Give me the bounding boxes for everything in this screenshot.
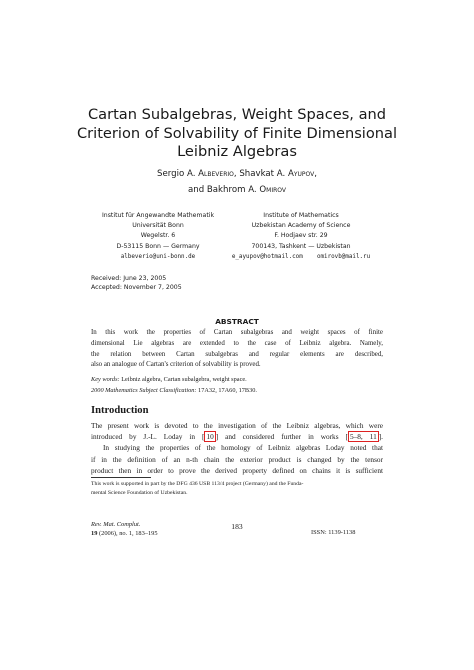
author-1-last: Albeverio <box>198 169 234 179</box>
intro-line-2-mid: and considered further in works <box>225 432 339 442</box>
affil-right-emails <box>231 252 371 262</box>
affil-left-line4: D-53115 Bonn — Germany <box>116 242 200 250</box>
affil-right-email-1[interactable]: e_ayupov@hotmail.com <box>231 253 303 260</box>
intro-line-3: In studying the properties of the homology of Leibniz algebras Loday noted that <box>103 443 383 453</box>
msc-label: 2000 Mathematics Subject Classification: <box>91 386 197 394</box>
citation-link-10[interactable]: 10 <box>206 432 214 442</box>
introduction-body <box>91 420 383 476</box>
affiliation-left <box>78 211 238 262</box>
abstract-line-2: dimensional Lie algebras are extended to the case of Leibniz algebra. Namely, <box>91 339 383 347</box>
citation-link-5-8-11[interactable]: 5–8, 11 <box>349 432 377 442</box>
accepted-date: Accepted: November 7, 2005 <box>91 283 182 291</box>
received-date: Received: June 23, 2005 <box>91 275 167 282</box>
page-number: 183 <box>231 522 243 531</box>
issn: ISSN: 1139-1138 <box>311 529 356 536</box>
authors-line-2 <box>60 185 414 195</box>
author-2-last: Ayupov <box>287 169 315 179</box>
intro-line-5: product then in order to prove the derived property defined on chains it is sufficient <box>91 465 383 475</box>
title-line-2: Criterion of Solvability of Finite Dimensional <box>76 124 398 142</box>
abstract-line-1: In this work the properties of Cartan subalgebras and weight spaces of finite <box>91 329 383 336</box>
paper-title <box>60 106 414 162</box>
journal-details: (2006), no. 1, 183–195 <box>99 530 158 537</box>
keywords-line <box>91 375 257 386</box>
affil-right-line1: Institute of Mathematics <box>263 212 339 219</box>
intro-line-2: introduced by J.-L. Loday in [ 10 ] and considered further in works [ 5–8, 11 ]. <box>91 432 383 442</box>
affil-right-line4: 700143, Tashkent — Uzbekistan <box>251 242 351 250</box>
intro-line-4: if in the definition of an n-th chain the exterior product is changed by the tensor <box>91 454 383 464</box>
journal-info <box>91 520 158 538</box>
affil-right-line3: F. Hodjaev str. 29 <box>274 232 328 240</box>
abstract-line-4: also an analogue of Cartan's criterion of solvability is proved. <box>91 361 261 369</box>
title-line-3: Leibniz Algebras <box>177 143 297 160</box>
journal-name: Rev. Mat. Complut. <box>91 521 141 528</box>
keywords-label: Key words: <box>91 376 120 383</box>
affil-left-email[interactable]: albeverio@uni-bonn.de <box>120 253 196 260</box>
authors-line-1: Sergio A. Albeverio, Shavkat A. Ayupov, <box>157 169 317 179</box>
intro-line-2-post: . <box>381 432 383 442</box>
footnote-line-2: mental Science Foundation of Uzbekistan. <box>91 489 188 496</box>
affil-right-email-2[interactable]: omirovb@mail.ru <box>316 253 371 260</box>
keywords-text: Leibniz algebra, Cartan subalgebra, weight space. <box>121 376 247 383</box>
footnote-line-1: This work is supported in part by the DFG 436 USB 113/4 project (Germany) and the Funda- <box>91 481 304 487</box>
affil-left-line1: Institut für Angewandte Mathematik <box>101 212 215 219</box>
title-line-1: Cartan Subalgebras, Weight Spaces, and <box>87 106 387 123</box>
abstract-line-3: the relation between Cartan subalgebras and regular elements are described, <box>91 350 383 358</box>
keywords-block <box>91 375 257 396</box>
affiliation-right <box>231 211 371 262</box>
introduction-heading: Introduction <box>91 405 149 416</box>
author-3-first: and Bakhrom A. <box>188 185 257 195</box>
author-3-last: Omirov <box>259 185 286 195</box>
footnote <box>91 480 383 498</box>
abstract-body <box>91 328 383 371</box>
affil-left-line2: Universität Bonn <box>132 222 184 230</box>
affil-left-line3: Wegelstr. 6 <box>140 232 176 240</box>
journal-volume: 19 <box>91 530 98 537</box>
affil-right-line2: Uzbekistan Academy of Science <box>251 222 351 230</box>
author-1-first: Sergio A. <box>157 169 196 179</box>
msc-text: 17A32, 17A60, 17B30. <box>198 386 257 394</box>
intro-line-1: The present work is devoted to the investigation of the Leibniz algebras, which were <box>91 421 383 430</box>
abstract-heading: ABSTRACT <box>215 317 259 326</box>
author-2-first: Shavkat A. <box>239 169 286 179</box>
footnote-rule <box>91 477 151 478</box>
intro-line-2-pre: introduced by J.-L. Loday in <box>91 432 196 442</box>
msc-line <box>91 386 257 397</box>
dates-block <box>91 275 182 292</box>
